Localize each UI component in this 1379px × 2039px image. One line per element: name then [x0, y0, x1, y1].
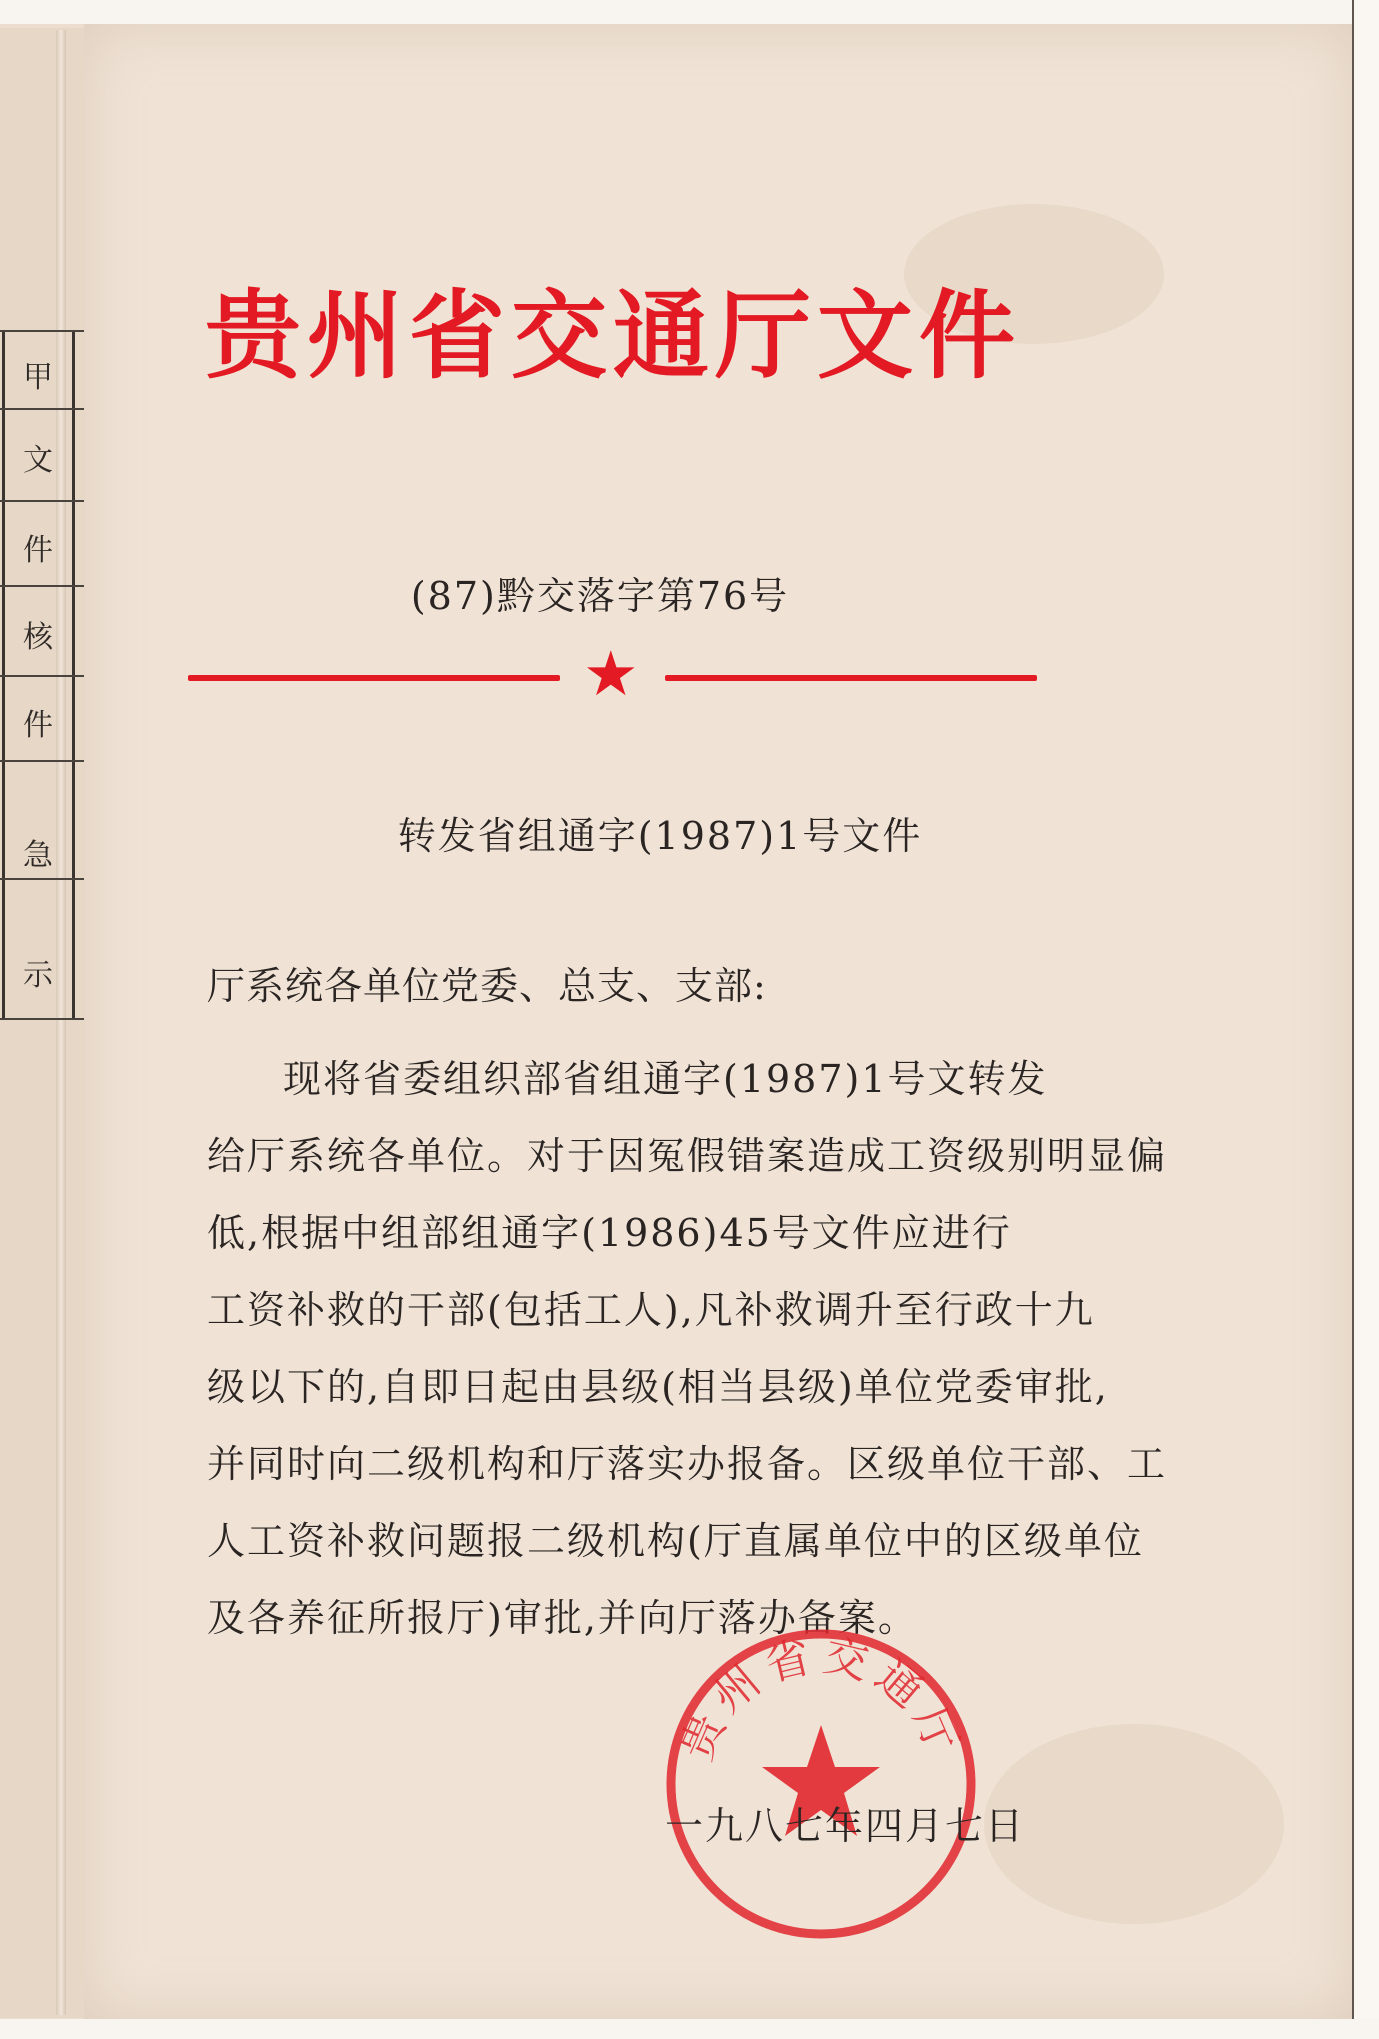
adjacent-page-char: 文 — [23, 443, 53, 478]
body-line: 并同时向二级机构和厅落实办报备。区级单位干部、工 — [207, 1442, 1168, 1486]
adjacent-page-char: 急 — [23, 838, 53, 873]
scan-bottom-margin — [0, 2019, 1379, 2039]
table-border-line — [0, 1018, 84, 1020]
body-line: 人工资补救问题报二级机构(厅直属单位中的区级单位 — [207, 1519, 1144, 1563]
body-line: 级以下的,自即日起由县级(相当县级)单位党委审批, — [207, 1365, 1109, 1409]
red-star-icon: ★ — [583, 637, 639, 710]
adjacent-page-char: 示 — [23, 958, 53, 993]
adjacent-page-table — [0, 330, 84, 1020]
seal-text: 贵州省交通厅 — [671, 1630, 971, 1768]
scan-right-margin — [1352, 0, 1379, 2039]
table-border-line — [0, 760, 84, 762]
table-border-line — [0, 500, 84, 502]
body-line: 低,根据中组部组通字(1986)45号文件应进行 — [207, 1211, 1012, 1255]
official-seal — [662, 1625, 980, 1943]
body-line: 及各养征所报厅)审批,并向厅落办备案。 — [207, 1596, 918, 1640]
table-border-line — [0, 408, 84, 410]
binding-fold — [56, 30, 66, 2015]
adjacent-page-char: 甲 — [23, 360, 53, 395]
adjacent-page-strip — [0, 28, 86, 2018]
adjacent-page-char: 件 — [23, 708, 53, 743]
adjacent-page-char: 件 — [23, 533, 53, 568]
table-border-line — [0, 330, 84, 332]
body-line: 工资补救的干部(包括工人),凡补救调升至行政十九 — [207, 1288, 1095, 1332]
body-line: 给厅系统各单位。对于因冤假错案造成工资级别明显偏 — [207, 1134, 1168, 1178]
document-number: (87)黔交落字第76号 — [410, 574, 790, 618]
table-border-line — [0, 675, 84, 677]
paper-stain — [984, 1724, 1284, 1924]
red-rule-right — [665, 675, 1037, 681]
salutation: 厅系统各单位党委、总支、支部: — [207, 964, 767, 1008]
adjacent-page-char: 核 — [23, 620, 53, 655]
body-line: 现将省委组织部省组通字(1987)1号文转发 — [283, 1057, 1048, 1101]
document-date: 一九八七年四月七日 — [665, 1804, 1026, 1848]
document-subject: 转发省组通字(1987)1号文件 — [397, 814, 923, 858]
scan-top-margin — [0, 0, 1379, 24]
document-headline: 贵州省交通厅文件 — [205, 280, 1021, 392]
table-border-line — [0, 878, 84, 880]
red-rule-left — [188, 675, 560, 681]
